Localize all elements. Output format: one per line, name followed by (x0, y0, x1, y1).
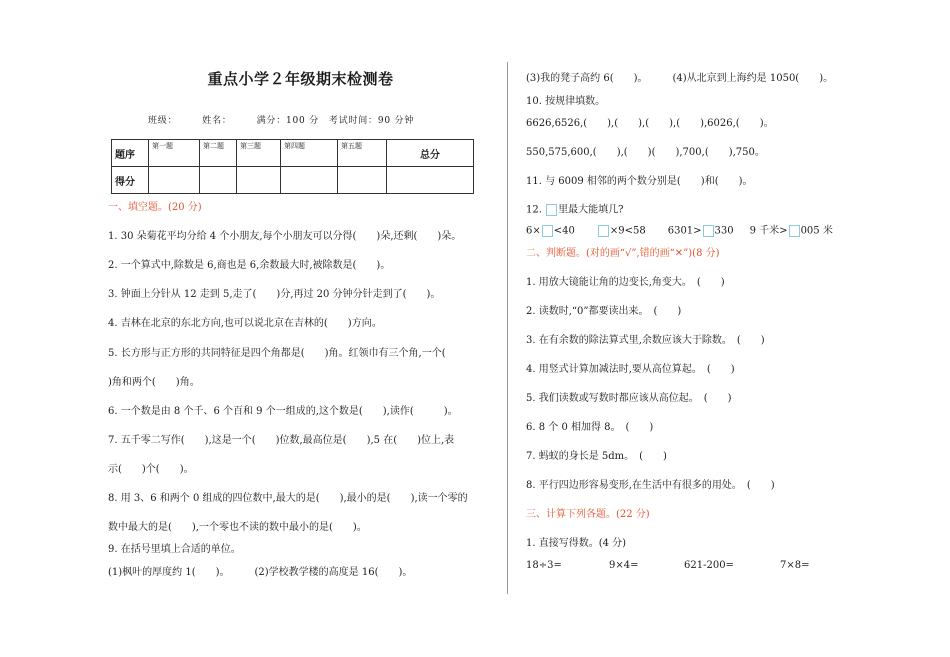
page-title: 重点小学２年级期末检测卷 (207, 70, 394, 88)
score-cell[interactable] (237, 167, 281, 194)
answer-box[interactable] (546, 204, 557, 216)
expression-text: <40 (553, 225, 575, 237)
question-line: 3. 钟面上分针从 12 走到 5,走了( )分,再过 20 分钟分针走到了( )。 (108, 289, 441, 300)
exam-info: 班级： 姓名： 满分：100 分 考试时间：90 分钟 (148, 116, 415, 126)
section-heading: 二、判断题。(对的画“√”,错的画“✕”)(8 分) (526, 248, 720, 259)
question-text: 里最大能填几? (558, 204, 624, 216)
table-row (112, 167, 474, 194)
score-cell[interactable] (338, 167, 387, 194)
question-line: 6. 一个数是由 8 个千、6 个百和 9 个一组成的,这个数是( ),读作( )。 (108, 406, 458, 417)
calc-item: 18÷3= (526, 560, 562, 571)
answer-box[interactable] (789, 225, 800, 237)
column-header-cell: 第三题 (237, 140, 281, 167)
question-line: 5. 长方形与正方形的共同特征是四个角都是( )角。红领巾有三个角,一个( (108, 348, 446, 359)
answer-box[interactable] (703, 225, 714, 237)
total-header-cell: 总分 (387, 140, 474, 167)
column-header-cell: 第五题 (338, 140, 387, 167)
expression-text: 005 米 (800, 225, 833, 237)
question-line: 9. 在括号里填上合适的单位。 (108, 544, 241, 555)
question-line: 数中最大的是( ),一个零也不读的数中最小的是( )。 (108, 522, 367, 533)
question-line: 4. 用竖式计算加减法时,要从高位算起。 ( ) (526, 364, 735, 375)
question-line: 5. 我们读数或写数时都应该从高位起。 ( ) (526, 393, 732, 404)
question-line (526, 225, 833, 238)
column-header-cell: 第二题 (200, 140, 237, 167)
calc-item: 7×8= (780, 560, 810, 571)
row-header-cell: 题序 (112, 140, 149, 167)
question-line: 2. 一个算式中,除数是 6,商也是 6,余数最大时,被除数是( )。 (108, 260, 391, 271)
answer-box[interactable] (542, 225, 553, 237)
expression-text: 6301> (667, 225, 702, 237)
question-line: (1)枫叶的厚度约 1( )。 (2)学校教学楼的高度是 16( )。 (108, 567, 413, 578)
question-line: 8. 用 3、6 和两个 0 组成的四位数中,最大的是( ),最小的是( ),读一个零的 (108, 493, 468, 504)
column-header-cell: 第四题 (281, 140, 338, 167)
question-line: 6626,6526,( ),( ),( ),( ),6026,( )。 (526, 118, 774, 129)
score-label-cell: 得分 (112, 167, 149, 194)
question-line: 3. 在有余数的除法算式里,余数应该大于除数。 ( ) (526, 335, 765, 346)
question-line: 4. 吉林在北京的东北方向,也可以说北京在吉林的( )方向。 (108, 318, 382, 329)
calc-item: 9×4= (609, 560, 639, 571)
question-line: 示( )个( )。 (108, 464, 194, 475)
question-line: 8. 平行四边形容易变形,在生活中有很多的用处。 ( ) (526, 480, 775, 491)
question-line: 1. 直接写得数。(4 分) (526, 538, 627, 549)
question-line: 11. 与 6009 相邻的两个数分别是( )和( )。 (526, 176, 753, 187)
question-number: 12. (526, 204, 542, 216)
question-line: 1. 30 朵菊花平均分给 4 个小朋友,每个小朋友可以分得( )朵,还剩( )朵。 (108, 231, 462, 242)
expression-text: 9 千米> (749, 225, 788, 237)
question-line: 2. 读数时,“0”都要读出来。 ( ) (526, 306, 682, 317)
expression-text: ×9<58 (609, 225, 646, 237)
score-cell[interactable] (200, 167, 237, 194)
expression-text: 6× (526, 225, 541, 237)
section-heading: 一、填空题。(20 分) (108, 202, 202, 213)
question-line: 7. 蚂蚁的身长是 5dm。 ( ) (526, 451, 667, 462)
column-header-cell: 第一题 (149, 140, 200, 167)
question-line: 7. 五千零二写作( ),这是一个( )位数,最高位是( ),5 在( )位上,表 (108, 435, 455, 446)
question-line (526, 204, 623, 217)
calc-item: 621-200= (684, 560, 734, 571)
question-line: 10. 按规律填数。 (526, 96, 606, 107)
expression-text: 330 (714, 225, 734, 237)
question-line: )角和两个( )角。 (108, 377, 200, 388)
section-heading: 三、计算下列各题。(22 分) (526, 509, 650, 520)
column-divider (507, 62, 508, 594)
score-cell[interactable] (387, 167, 474, 194)
question-line: (3)我的凳子高约 6( )。 (4)从北京到上海约是 1050( )。 (526, 73, 834, 84)
score-cell[interactable] (281, 167, 338, 194)
answer-box[interactable] (598, 225, 609, 237)
question-line: 550,575,600,( ),( )( ),700,( ),750。 (526, 147, 765, 158)
question-line: 1. 用放大镜能让角的边变长,角变大。 ( ) (526, 277, 725, 288)
score-cell[interactable] (149, 167, 200, 194)
score-table (111, 139, 474, 194)
question-line: 6. 8 个 0 相加得 8。 ( ) (526, 422, 654, 433)
table-row (112, 140, 474, 167)
